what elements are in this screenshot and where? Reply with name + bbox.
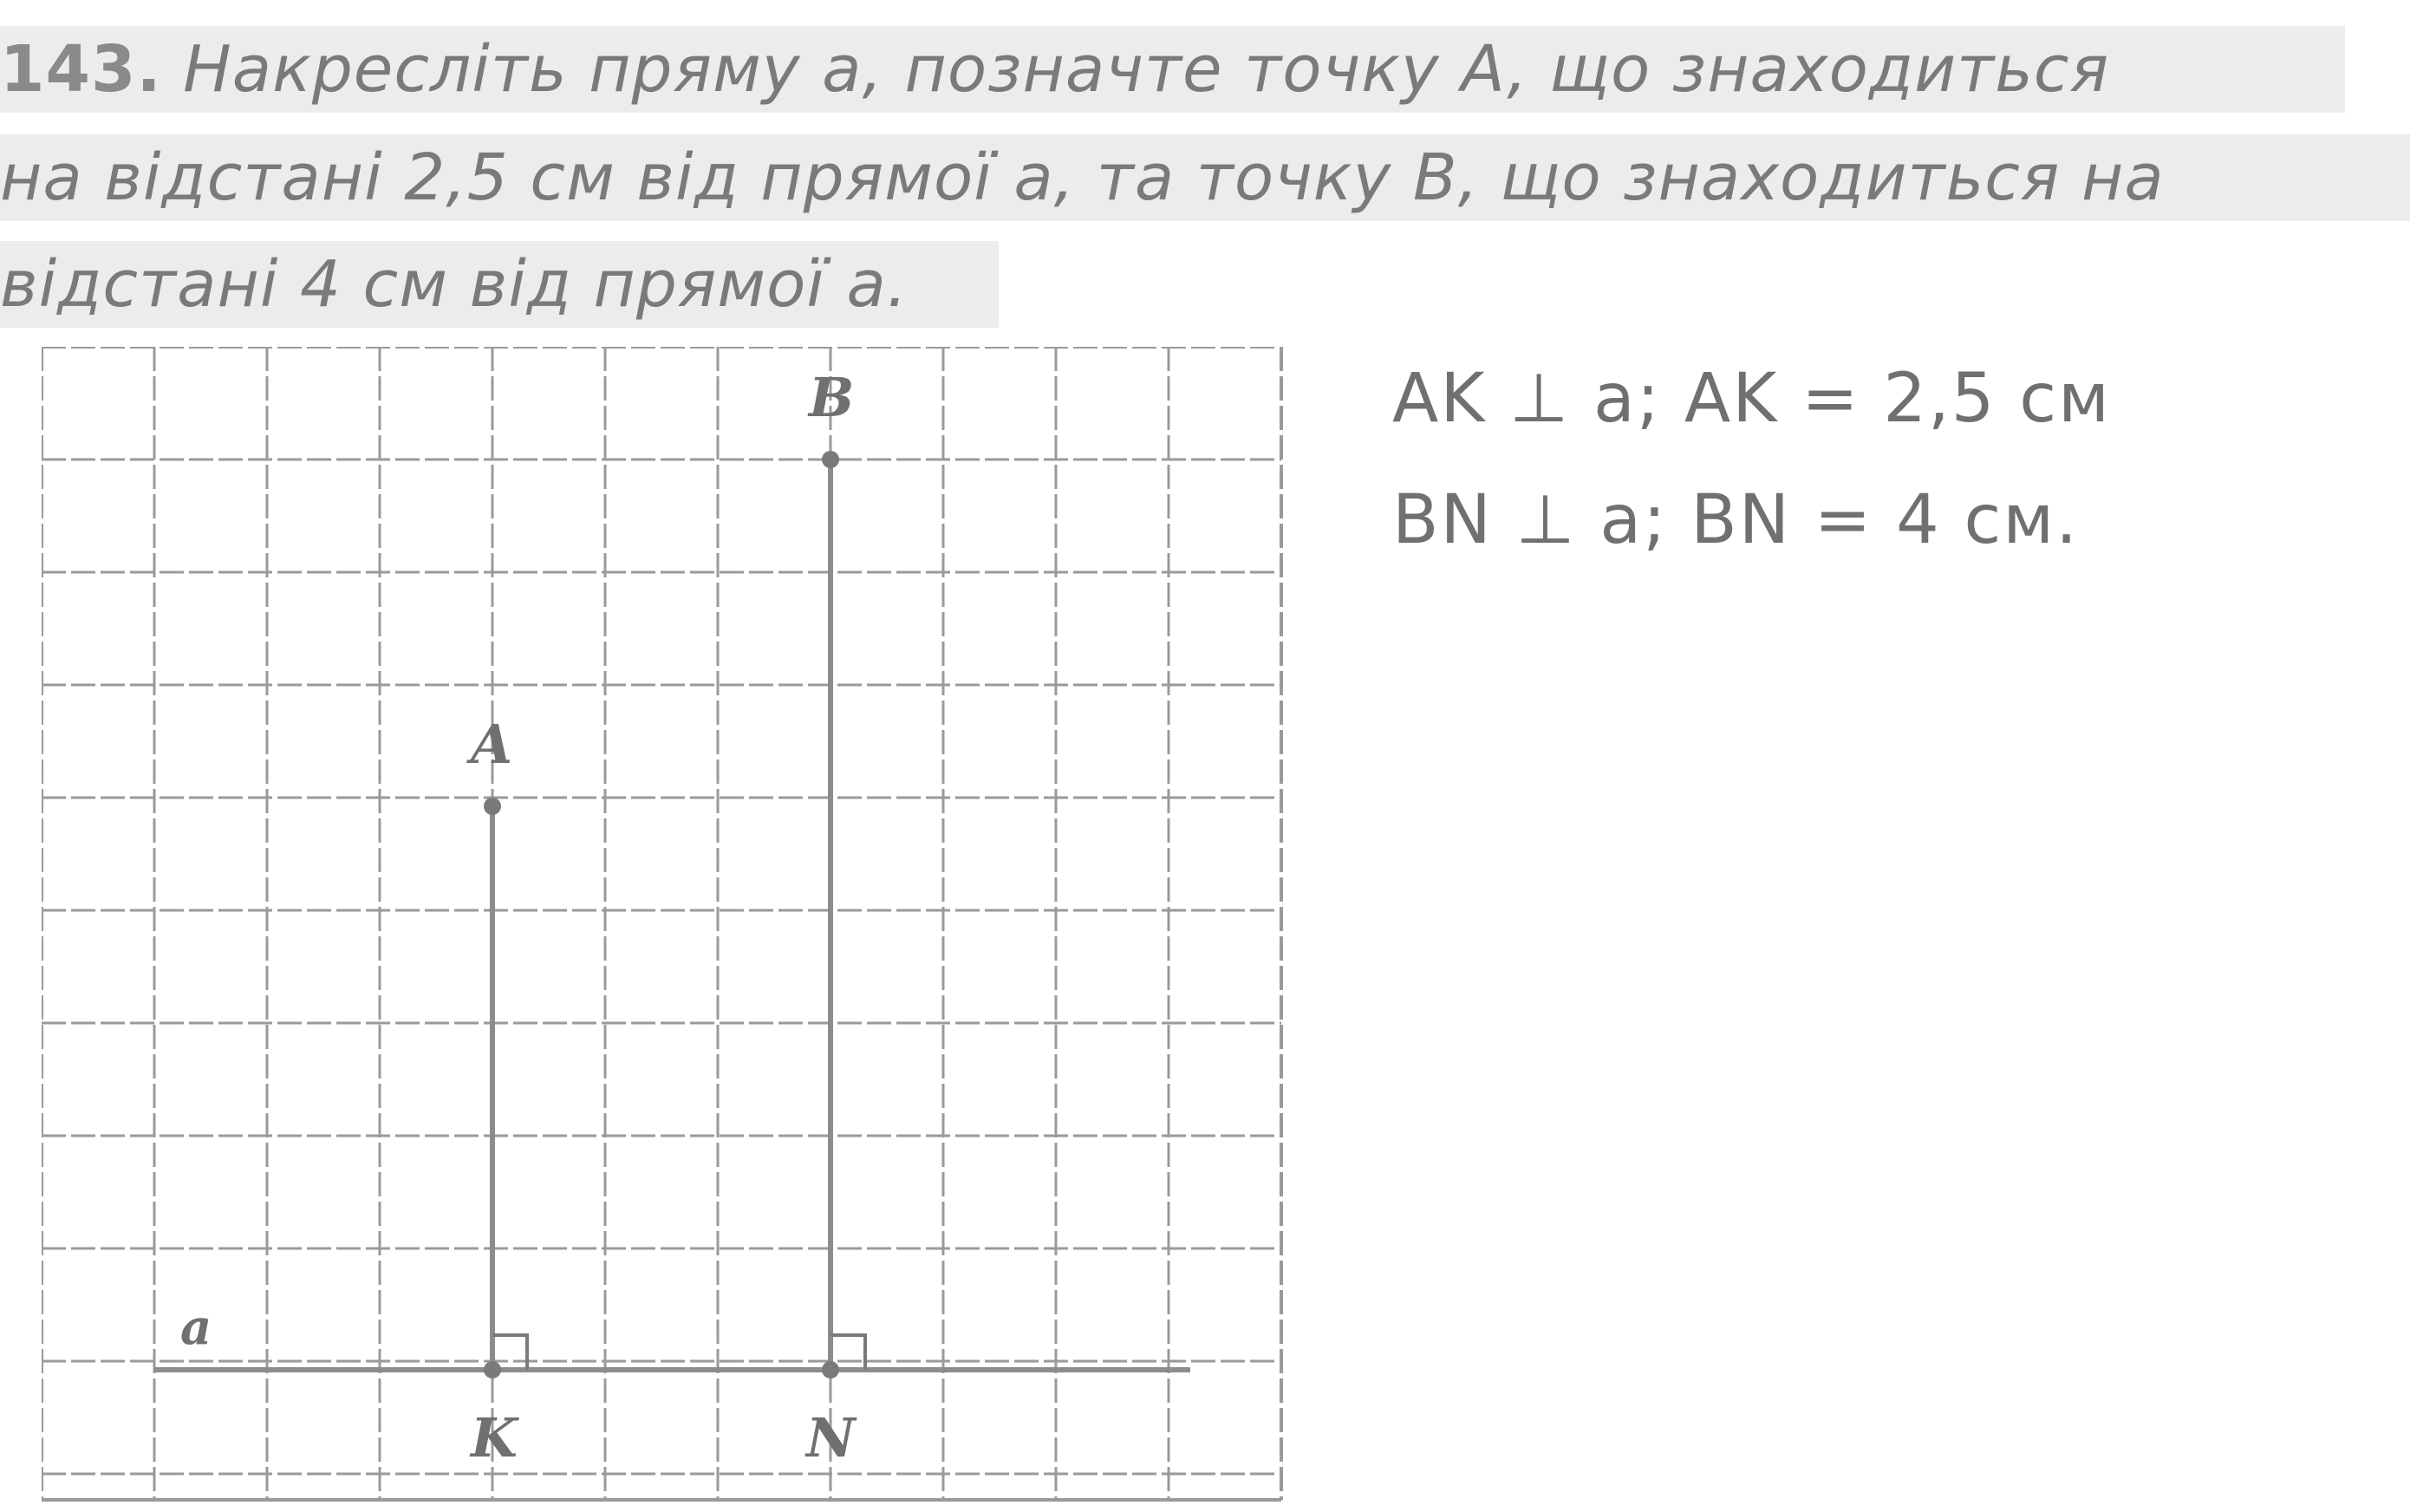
label-b: B [809, 366, 855, 429]
label-line-a: a [180, 1299, 212, 1356]
point-b [822, 451, 839, 468]
answer-line-2: BN ⊥ a; BN = 4 см. [1392, 481, 2080, 559]
point-n [822, 1361, 839, 1378]
problem-line-2: на відстані 2,5 см від прямої a, та точку B, що знаходиться на [0, 134, 2410, 221]
problem-line-1 [0, 26, 2345, 113]
point-k [484, 1361, 501, 1378]
problem-text-1: Накресліть пряму a, позначте точку A, що знаходиться [183, 32, 2110, 107]
grid-drawing [42, 347, 1307, 1509]
problem-number: 143. [0, 32, 162, 107]
construction-figure [42, 347, 1307, 1509]
point-a [484, 798, 501, 815]
answer-line-1: AK ⊥ a; AK = 2,5 см [1392, 360, 2111, 438]
label-a: A [471, 713, 513, 776]
square-grid [42, 347, 1281, 1500]
problem-line-3: відстані 4 см від прямої a. [0, 241, 999, 328]
label-n: N [806, 1406, 856, 1470]
answer-block [1392, 347, 2111, 590]
label-k: K [471, 1406, 518, 1470]
